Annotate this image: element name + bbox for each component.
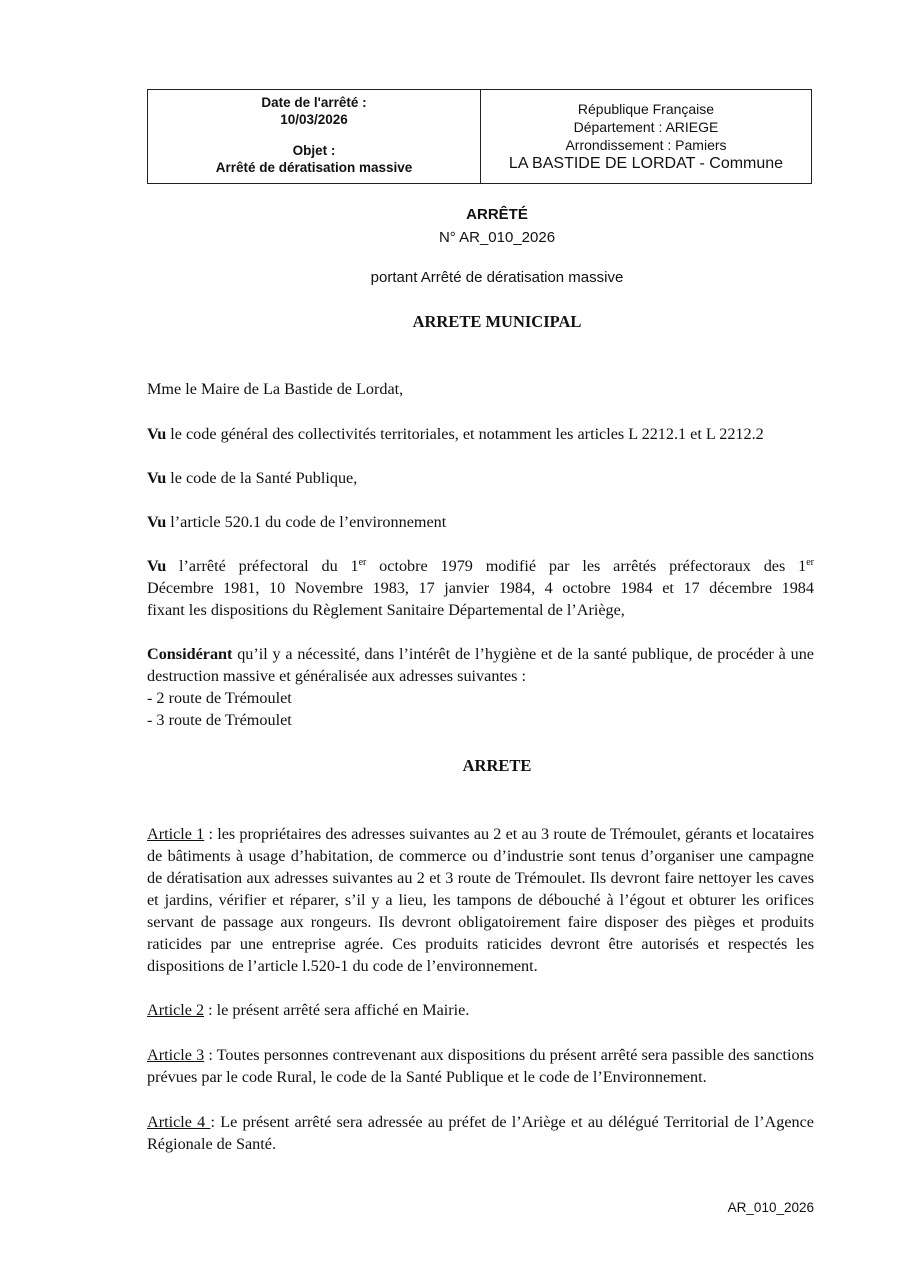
header-right-cell xyxy=(481,90,811,183)
article-3-label: Article 3 xyxy=(147,1046,205,1064)
vu4-line-1: Vu l’arrêté préfectoral du 1er octobre 1979 modifié par les arrêtés préfectoraux des 1er xyxy=(147,557,814,575)
arrete-title: ARRÊTÉ xyxy=(466,206,528,223)
article-3-text: : Toutes personnes contrevenant aux dispositions du présent arrêté sera passible des sanctions prévues par le code Rural, le code de la Santé Publique et le code de l’Environnement. xyxy=(147,1046,814,1086)
article-1-label: Article 1 xyxy=(147,825,205,843)
vu-paragraph-2 xyxy=(147,467,814,489)
vu-text-2: le code de la Santé Publique, xyxy=(166,469,358,487)
footer-reference: AR_010_2026 xyxy=(727,1200,814,1215)
republique-label: République Française xyxy=(577,101,715,117)
vu-text-1: le code général des collectivités territoriales, et notamment les articles L 2212.1 et L 2212.2 xyxy=(166,425,764,443)
article-2 xyxy=(147,999,814,1021)
address-line-1: - 2 route de Trémoulet xyxy=(147,689,292,707)
vu-keyword: Vu xyxy=(147,557,167,575)
vu-keyword: Vu xyxy=(147,425,167,443)
maire-line: Mme le Maire de La Bastide de Lordat, xyxy=(147,380,404,398)
article-1-text: : les propriétaires des adresses suivantes au 2 et au 3 route de Trémoulet, gérants et locataires de bâtiments à usage d’habitation, de commerce ou d’industrie sont tenus d’organiser une campagne de dératisation aux adresses suivantes au 2 et 3 route de Trémoulet. Ils devront faire nettoyer les caves et jardins, vérifier et réparer, s’il y a lieu, les tampons de débouché à l’égout et obturer les orifices servant de passage aux rongeurs. Ils devront obligatoirement faire disposer des pièges et produits raticides par une entreprise agrée. Ces produits raticides devront être autorisés et respectés les dispositions de l’article l.520-1 du code de l’environnement. xyxy=(147,825,814,975)
date-value: 10/03/2026 xyxy=(280,112,348,127)
date-label: Date de l'arrêté : xyxy=(261,95,367,110)
considerant-text: qu’il y a nécessité, dans l’intérêt de l’hygiène et de la santé publique, de procéder à une destruction massive et généralisée aux adresses suivantes : xyxy=(147,645,814,685)
vu4-line-3: fixant les dispositions du Règlement Sanitaire Départemental de l’Ariège, xyxy=(147,601,625,619)
article-2-text: : le présent arrêté sera affiché en Mairie. xyxy=(204,1001,470,1019)
article-4 xyxy=(147,1111,814,1155)
objet-label: Objet : xyxy=(292,143,336,158)
article-3 xyxy=(147,1044,814,1088)
arrete-municipal-heading: ARRETE MUNICIPAL xyxy=(412,312,582,331)
address-line-2: - 3 route de Trémoulet xyxy=(147,711,292,729)
arrete-subject: portant Arrêté de dératisation massive xyxy=(370,269,624,286)
departement-label: Département : ARIEGE xyxy=(573,119,719,135)
objet-value: Arrêté de dératisation massive xyxy=(215,160,413,175)
considerant-keyword: Considérant xyxy=(147,645,233,663)
vu-keyword: Vu xyxy=(147,469,167,487)
arrondissement-label: Arrondissement : Pamiers xyxy=(565,137,727,153)
considerant-paragraph xyxy=(147,643,814,687)
vu-paragraph-3 xyxy=(147,511,814,533)
article-4-label: Article 4 xyxy=(147,1113,211,1131)
commune-label: LA BASTIDE DE LORDAT - Commune xyxy=(508,155,784,172)
vu-paragraph-4 xyxy=(147,555,814,621)
vu-text-3: l’article 520.1 du code de l’environnement xyxy=(166,513,447,531)
article-2-label: Article 2 xyxy=(147,1001,205,1019)
arrete-heading: ARRETE xyxy=(462,756,532,775)
header-left-cell xyxy=(148,90,481,183)
header-box xyxy=(147,89,812,184)
vu-keyword: Vu xyxy=(147,513,167,531)
arrete-number: N° AR_010_2026 xyxy=(438,229,556,246)
vu4-line-2: Décembre 1981, 10 Novembre 1983, 17 janvier 1984, 4 octobre 1984 et 17 décembre 1984 xyxy=(147,579,814,597)
article-4-text: : Le présent arrêté sera adressée au préfet de l’Ariège et au délégué Territorial de l’Agence Régionale de Santé. xyxy=(147,1113,814,1153)
vu-paragraph-1 xyxy=(147,423,814,445)
article-1 xyxy=(147,823,814,977)
